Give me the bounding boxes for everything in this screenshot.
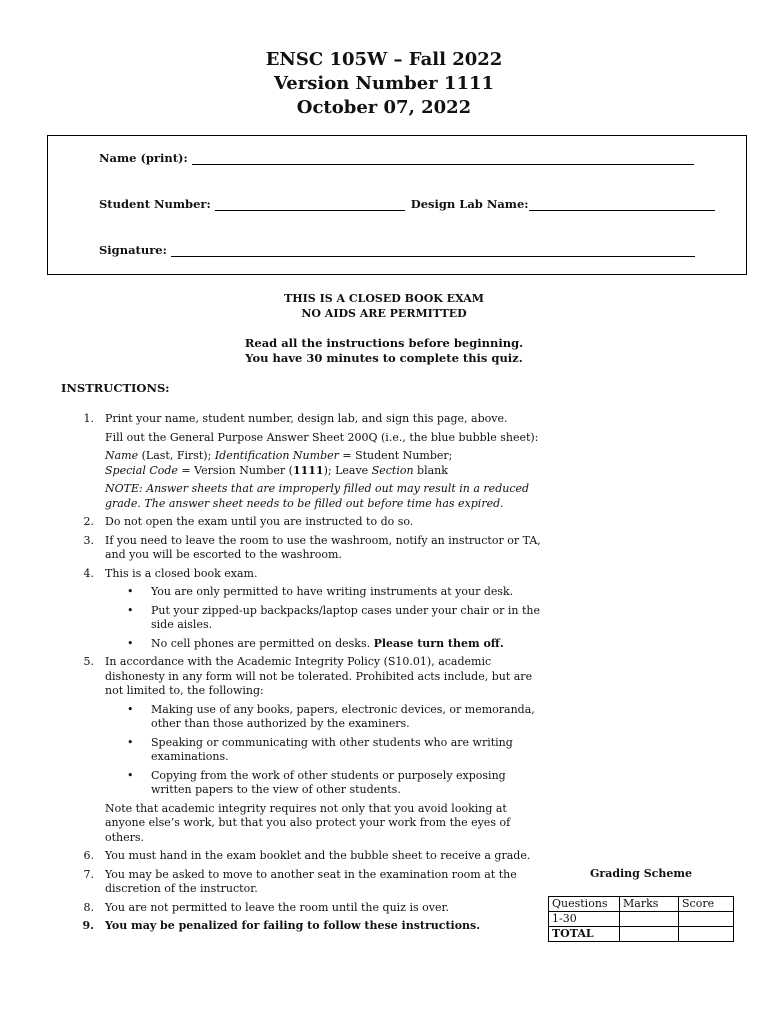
time-limit-line: You have 30 minutes to complete this quiz. bbox=[245, 351, 523, 365]
grading-table bbox=[548, 896, 734, 942]
name-row bbox=[99, 151, 694, 165]
closed-book-notice bbox=[0, 291, 768, 321]
instruction-8: 8. You are not permitted to leave the room until the quiz is over. bbox=[83, 900, 450, 914]
student-lab-row bbox=[99, 197, 715, 211]
instruction-1: 1. Print your name, student number, design lab, and sign this page, above. Fill out the General Purpose Answer Sheet 200Q (i.e., the blue bubble sheet): Name (Last, First); Identification Number = Student Number; Special Code = Version Number (1111); Leave Section blank NOTE: Answer sheets that are improperly filled out may result in a reduced grade. The answer sheet needs to be filled out before time has expired. bbox=[74, 412, 544, 511]
header-cell: Marks bbox=[620, 897, 679, 912]
table-cell bbox=[679, 912, 734, 927]
answer-sheet-note: NOTE: Answer sheets that are improperly filled out may result in a reduced grade. The answer sheet needs to be filled out before time has expired. bbox=[105, 482, 530, 510]
exam-date: October 07, 2022 bbox=[296, 97, 472, 118]
table-cell bbox=[620, 927, 679, 942]
signature-field[interactable] bbox=[171, 243, 695, 257]
signature-row bbox=[99, 243, 695, 257]
list-item: • Speaking or communicating with other students who are writing examinations. bbox=[105, 736, 544, 765]
header-cell: Score bbox=[679, 897, 734, 912]
student-number-field[interactable] bbox=[215, 197, 405, 211]
design-lab-field[interactable] bbox=[529, 197, 715, 211]
no-aids-line: NO AIDS ARE PERMITTED bbox=[301, 307, 467, 320]
list-item: • Put your zipped-up backpacks/laptop cases under your chair or in the side aisles. bbox=[105, 604, 544, 633]
table-cell bbox=[620, 912, 679, 927]
list-item: • Copying from the work of other students or purposely exposing written papers to the view of other students. bbox=[105, 769, 544, 798]
instruction-6: 6. You must hand in the exam booklet and the bubble sheet to receive a grade. bbox=[83, 849, 531, 862]
read-instructions-notice bbox=[0, 336, 768, 366]
table-cell: 1-30 bbox=[549, 912, 620, 927]
course-title: ENSC 105W – Fall 2022 bbox=[265, 49, 503, 70]
table-row bbox=[549, 897, 734, 912]
list-item: • No cell phones are permitted on desks. Please turn them off. bbox=[105, 637, 544, 652]
instruction-9: 9. You may be penalized for failing to follow these instructions. bbox=[82, 919, 481, 932]
closed-book-rules bbox=[105, 585, 544, 651]
instructions-list bbox=[74, 412, 544, 938]
list-item: • Making use of any books, papers, electronic devices, or memoranda, other than those authorized by the examiners. bbox=[105, 703, 544, 732]
design-lab-label: Design Lab Name: bbox=[410, 197, 529, 211]
table-cell bbox=[679, 927, 734, 942]
version-number: Version Number 1111 bbox=[273, 73, 495, 94]
list-item: • You are only permitted to have writing instruments at your desk. bbox=[105, 585, 544, 600]
instruction-2: 2. Do not open the exam until you are instructed to do so. bbox=[83, 515, 414, 528]
instructions-heading: INSTRUCTIONS: bbox=[61, 381, 170, 395]
bubble-sheet-fields: Name (Last, First); Identification Number = Student Number; Special Code = Version Number (1111); Leave Section blank bbox=[105, 449, 453, 477]
instruction-3: 3. If you need to leave the room to use the washroom, notify an instructor or TA, and you will be escorted to the washroom. bbox=[83, 533, 541, 561]
name-field[interactable] bbox=[192, 151, 694, 165]
name-label: Name (print): bbox=[99, 151, 188, 165]
student-number-label: Student Number: bbox=[99, 197, 211, 211]
grading-scheme-title: Grading Scheme bbox=[590, 867, 692, 880]
table-cell: TOTAL bbox=[549, 927, 620, 942]
signature-label: Signature: bbox=[99, 243, 167, 257]
exam-header bbox=[0, 48, 768, 120]
table-row bbox=[549, 927, 734, 942]
read-all-line: Read all the instructions before beginning. bbox=[244, 336, 524, 350]
prohibited-acts bbox=[105, 703, 544, 798]
table-row bbox=[549, 912, 734, 927]
instruction-4: 4. This is a closed book exam. • You are only permitted to have writing instruments at your desk. • Put your zipped-up backpacks/laptop cases under your chair or in the side aisles. • No cell phones are permitted on desks. Please turn them off. bbox=[74, 567, 544, 652]
header-cell: Questions bbox=[549, 897, 620, 912]
closed-book-line: THIS IS A CLOSED BOOK EXAM bbox=[284, 292, 484, 305]
instruction-5: 5. In accordance with the Academic Integrity Policy (S10.01), academic dishonesty in any form will not be tolerated. Prohibited acts include, but are not limited to, the following: • Making use of any books, papers, electronic devices, or memoranda, other than those authorized by the examiners. • Speaking or communicating with other students who are writing examinations. • Copying from the work of other students or purposely exposing written papers to the view of other students. Note that academic integrity requires not only that you avoid looking at anyone else’s work, but that you also protect your work from the eyes of others. bbox=[74, 655, 544, 845]
integrity-note: Note that academic integrity requires not only that you avoid looking at anyone else’s work, but that you also protect your work from the eyes of others. bbox=[105, 801, 511, 844]
student-info-box bbox=[47, 135, 747, 275]
instruction-7: 7. You may be asked to move to another seat in the examination room at the discretion of the instructor. bbox=[83, 867, 517, 895]
